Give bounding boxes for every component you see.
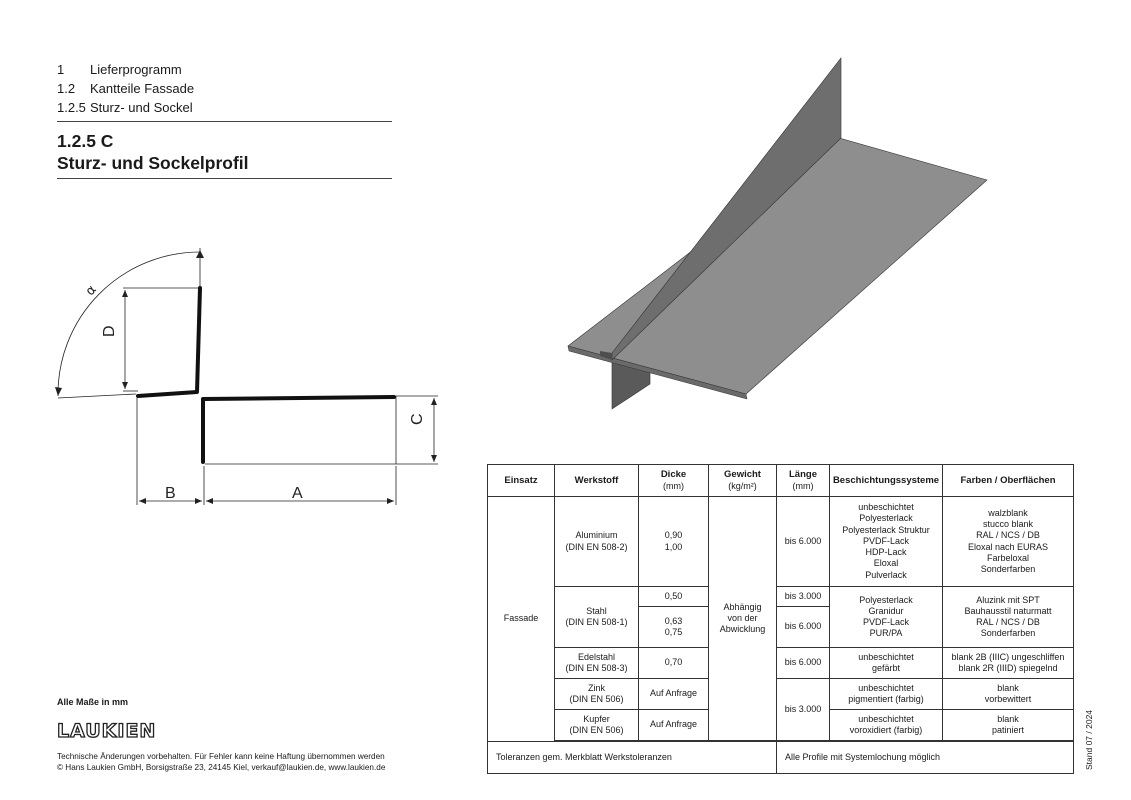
laenge-cell: bis 3.000 bbox=[777, 587, 830, 607]
col-header: Werkstoff bbox=[555, 465, 639, 497]
farben-cell: Aluzink mit SPT Bauhausstil naturmatt RAL / NCS / DB Sonderfarben bbox=[943, 587, 1074, 648]
einsatz-cell: Fassade bbox=[488, 497, 555, 742]
disclaimer: Technische Änderungen vorbehalten. Für Fehler kann keine Haftung übernommen werden © Hans Laukien GmbH, Borsigstraße 23, 24145 Kiel, verkauf@laukien.de, www.laukien.de bbox=[57, 752, 386, 772]
dicke-cell: 0,70 bbox=[639, 648, 709, 679]
table-row bbox=[488, 648, 1074, 679]
table-row bbox=[488, 679, 1074, 710]
beschichtung-cell: unbeschichtet voroxidiert (farbig) bbox=[830, 710, 943, 741]
stand-note: Stand 07 / 2024 bbox=[1084, 709, 1094, 770]
werkstoff-cell: Zink (DIN EN 506) bbox=[555, 679, 639, 710]
technical-drawing bbox=[0, 0, 460, 530]
beschichtung-cell: Polyesterlack Granidur PVDF-Lack PUR/PA bbox=[830, 587, 943, 648]
gewicht-cell: Abhängig von der Abwicklung bbox=[709, 497, 777, 741]
breadcrumb-item: 1 Lieferprogramm bbox=[57, 62, 182, 77]
masse-note: Alle Maße in mm bbox=[57, 697, 129, 707]
laenge-cell: bis 6.000 bbox=[777, 497, 830, 587]
breadcrumb-item: 1.2 Kantteile Fassade bbox=[57, 81, 195, 96]
toleranzen-note: Toleranzen gem. Merkblatt Werkstoleranzen bbox=[488, 742, 777, 774]
table-row bbox=[488, 497, 1074, 587]
beschichtung-cell: unbeschichtet pigmentiert (farbig) bbox=[830, 679, 943, 710]
werkstoff-cell: Stahl (DIN EN 508-1) bbox=[555, 587, 639, 648]
table-row bbox=[488, 587, 1074, 607]
specification-table bbox=[487, 464, 1074, 774]
profile-3d-view bbox=[560, 50, 1000, 420]
col-header: Dicke (mm) bbox=[639, 465, 709, 497]
dicke-cell: Auf Anfrage bbox=[639, 710, 709, 741]
col-header: Beschichtungssysteme bbox=[830, 465, 943, 497]
werkstoff-cell: Kupfer (DIN EN 506) bbox=[555, 710, 639, 741]
profile-left-flange bbox=[138, 288, 200, 396]
a-label: A bbox=[292, 485, 303, 502]
dicke-cell: 0,50 bbox=[639, 587, 709, 607]
farben-cell: blank patiniert bbox=[943, 710, 1074, 741]
alpha-label: α bbox=[82, 282, 100, 299]
laenge-cell: bis 3.000 bbox=[777, 679, 830, 741]
werkstoff-cell: Edelstahl (DIN EN 508-3) bbox=[555, 648, 639, 679]
systemlochung-note: Alle Profile mit Systemlochung möglich bbox=[777, 742, 1074, 774]
beschichtung-cell: unbeschichtet gefärbt bbox=[830, 648, 943, 679]
col-header: Farben / Oberflächen bbox=[943, 465, 1074, 497]
c-label: C bbox=[409, 413, 426, 425]
laenge-cell: bis 6.000 bbox=[777, 648, 830, 679]
farben-cell: blank vorbewittert bbox=[943, 679, 1074, 710]
breadcrumb-item: 1.2.5 Sturz- und Sockel bbox=[57, 100, 193, 115]
werkstoff-cell: Aluminium (DIN EN 508-2) bbox=[555, 497, 639, 587]
dicke-cell: 0,63 0,75 bbox=[639, 607, 709, 648]
farben-cell: blank 2B (IIIC) ungeschliffen blank 2R (IIID) spiegelnd bbox=[943, 648, 1074, 679]
dicke-cell: 0,90 1,00 bbox=[639, 497, 709, 587]
d-label: D bbox=[101, 325, 118, 337]
table-header-row bbox=[488, 465, 1074, 497]
col-header: Länge (mm) bbox=[777, 465, 830, 497]
title-name: Sturz- und Sockelprofil bbox=[57, 153, 249, 173]
beschichtung-cell: unbeschichtet Polyesterlack Polyesterlack Struktur PVDF-Lack HDP-Lack Eloxal Pulverlack bbox=[830, 497, 943, 587]
b-label: B bbox=[165, 485, 176, 502]
title-code: 1.2.5 C bbox=[57, 131, 114, 151]
col-header: Einsatz bbox=[488, 465, 555, 497]
laukien-logo: LAUKIEN bbox=[57, 720, 157, 742]
laenge-cell: bis 6.000 bbox=[777, 607, 830, 648]
dicke-cell: Auf Anfrage bbox=[639, 679, 709, 710]
table-footer-row bbox=[488, 742, 1074, 774]
farben-cell: walzblank stucco blank RAL / NCS / DB Eloxal nach EURAS Farbeloxal Sonderfarben bbox=[943, 497, 1074, 587]
profile-right-flange bbox=[203, 397, 394, 462]
col-header: Gewicht (kg/m²) bbox=[709, 465, 777, 497]
